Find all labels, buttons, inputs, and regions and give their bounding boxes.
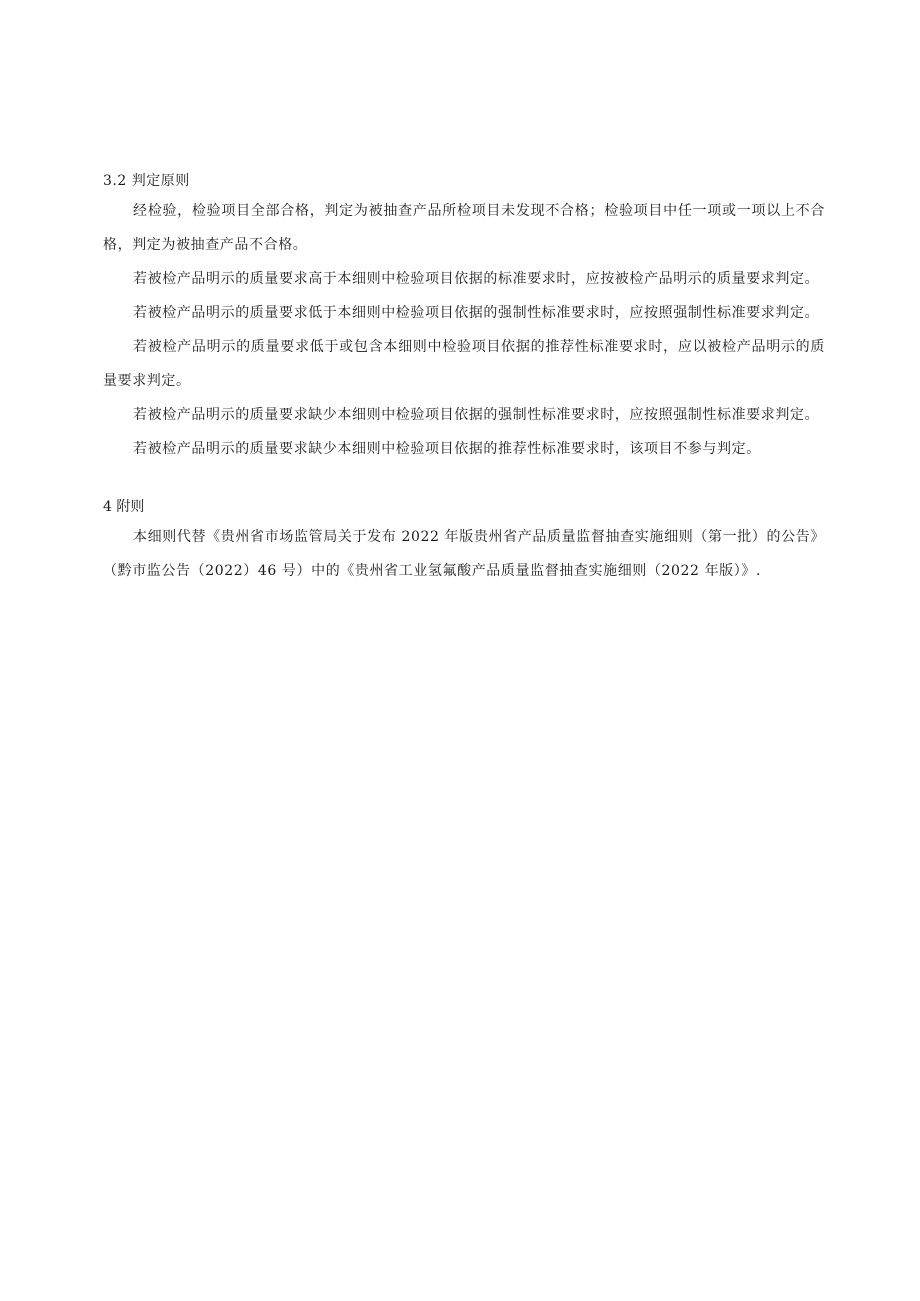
- paragraph: 本细则代替《贵州省市场监管局关于发布 2022 年版贵州省产品质量监督抽查实施细则（第一批）的公告》（黔市监公告（2022）46 号）中的《贵州省工业氢氟酸产品质量监督抽查实施细则（2022 年版）》.: [103, 529, 825, 579]
- section-heading-3-2: 3.2 判定原则: [103, 173, 190, 189]
- paragraph: 若被检产品明示的质量要求高于本细则中检验项目依据的标准要求时，应按被检产品明示的质量要求判定。: [133, 271, 820, 287]
- paragraph: 若被检产品明示的质量要求缺少本细则中检验项目依据的强制性标准要求时，应按照强制性标准要求判定。: [133, 407, 820, 423]
- document-content: [103, 170, 825, 588]
- paragraph: 若被检产品明示的质量要求低于或包含本细则中检验项目依据的推荐性标准要求时，应以被检产品明示的质量要求判定。: [103, 339, 825, 389]
- paragraph: 经检验，检验项目全部合格，判定为被抽查产品所检项目未发现不合格；检验项目中任一项或一项以上不合格，判定为被抽查产品不合格。: [103, 203, 825, 253]
- section-spacer: [103, 466, 825, 496]
- paragraph: 若被检产品明示的质量要求缺少本细则中检验项目依据的推荐性标准要求时，该项目不参与判定。: [133, 441, 761, 457]
- paragraph: 若被检产品明示的质量要求低于本细则中检验项目依据的强制性标准要求时，应按照强制性标准要求判定。: [133, 305, 820, 321]
- section-heading-4: 4 附则: [103, 499, 145, 515]
